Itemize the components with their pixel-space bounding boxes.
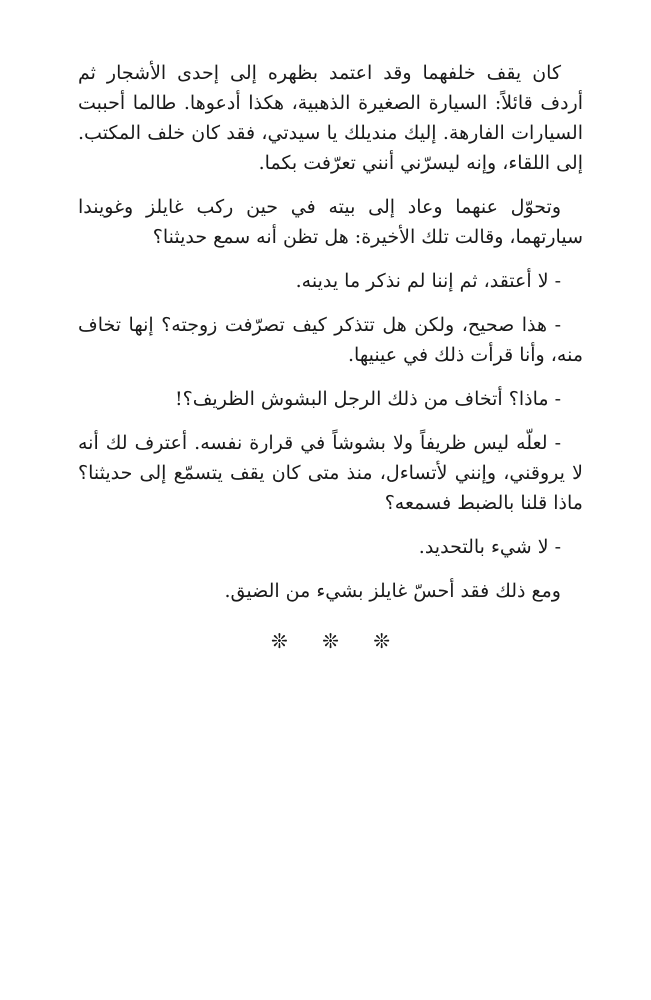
section-break-ornament: ❊ ❊ ❊	[271, 629, 404, 653]
paragraph-6: - لعلّه ليس ظريفاً ولا بشوشاً في قرارة نفسه. أعترف لك أنه لا يروقني، وإنني لأتساءل، منذ متى كان يقف يتسمّع إلى حديثنا؟ ماذا قلنا بالضبط فسمعه؟	[78, 432, 583, 514]
page-body	[78, 58, 583, 656]
paragraph-1: كان يقف خلفهما وقد اعتمد بظهره إلى إحدى الأشجار ثم أردف قائلاً: السيارة الصغيرة الذهبية، هكذا أدعوها. طالما أحببت السيارات الفارهة. إليك منديلك يا سيدتي، فقد كان خلف المكتب. إلى اللقاء، وإنه ليسرّني أنني تعرّفت بكما.	[78, 62, 583, 174]
paragraph-2: وتحوّل عنهما وعاد إلى بيته في حين ركب غايلز وغويندا سيارتهما، وقالت تلك الأخيرة: هل تظن أنه سمع حديثنا؟	[78, 196, 583, 248]
paragraph-5: - ماذا؟ أتخاف من ذلك الرجل البشوش الظريف؟!	[175, 388, 561, 410]
paragraph-8: ومع ذلك فقد أحسّ غايلز بشيء من الضيق.	[224, 580, 561, 602]
paragraph-3: - لا أعتقد، ثم إننا لم نذكر ما يدينه.	[295, 270, 561, 292]
paragraph-7: - لا شيء بالتحديد.	[418, 536, 561, 558]
paragraph-4: - هذا صحيح، ولكن هل تتذكر كيف تصرّفت زوجته؟ إنها تخاف منه، وأنا قرأت ذلك في عينيها.	[78, 314, 583, 366]
